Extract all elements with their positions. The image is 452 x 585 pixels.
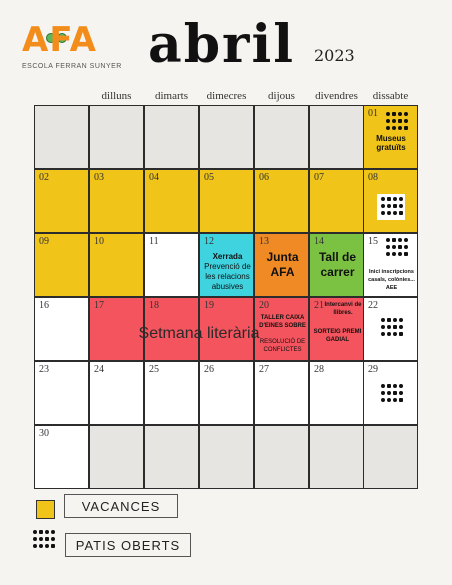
patis-dot bbox=[393, 318, 397, 322]
day-number: 10 bbox=[94, 236, 104, 247]
calendar-cell-25 bbox=[144, 361, 199, 425]
patis-dot bbox=[45, 537, 49, 541]
calendar-cell-21 bbox=[309, 297, 364, 361]
calendar-cell-empty bbox=[144, 105, 199, 169]
patis-dot bbox=[393, 384, 397, 388]
patis-dot bbox=[387, 197, 391, 201]
patis-dot bbox=[398, 245, 402, 249]
weekday-dilluns: dilluns bbox=[101, 90, 132, 102]
patis-dot bbox=[387, 398, 391, 402]
calendar-cell-empty bbox=[309, 105, 364, 169]
day-number: 26 bbox=[204, 364, 214, 375]
patis-dot bbox=[399, 325, 403, 329]
calendar-cell-16 bbox=[34, 297, 89, 361]
patis-dot bbox=[399, 391, 403, 395]
day-number: 11 bbox=[149, 236, 159, 247]
patis-dot bbox=[386, 252, 390, 256]
patis-dot bbox=[404, 112, 408, 116]
patis-dot bbox=[392, 112, 396, 116]
calendar-cell-09 bbox=[34, 233, 89, 297]
calendar-cell-23 bbox=[34, 361, 89, 425]
patis-dot bbox=[386, 119, 390, 123]
patis-dot bbox=[45, 544, 49, 548]
calendar-cell-05 bbox=[199, 169, 254, 233]
event-sorteig: SORTEIG PREMI GADIAL bbox=[313, 329, 362, 343]
calendar-cell-02 bbox=[34, 169, 89, 233]
calendar-cell-empty bbox=[199, 105, 254, 169]
patis-dot bbox=[381, 391, 385, 395]
year-label: 2023 bbox=[314, 46, 355, 65]
legend-patis-label: PATIS OBERTS bbox=[65, 533, 191, 557]
calendar-cell-22 bbox=[363, 297, 418, 361]
patis-dot bbox=[39, 537, 43, 541]
patis-dot bbox=[393, 325, 397, 329]
weekday-dimecres: dimecres bbox=[206, 90, 247, 102]
event-museus: Museus gratuïts bbox=[376, 134, 406, 152]
day-number: 15 bbox=[368, 236, 378, 247]
calendar-cell-12 bbox=[199, 233, 254, 297]
patis-dot bbox=[399, 204, 403, 208]
month-title: abril bbox=[148, 14, 295, 75]
patis-dot bbox=[33, 537, 37, 541]
patis-dot bbox=[392, 252, 396, 256]
calendar-cell-10 bbox=[89, 233, 144, 297]
patis-dot bbox=[381, 384, 385, 388]
patis-dot bbox=[39, 544, 43, 548]
school-name: ESCOLA FERRAN SUNYER bbox=[22, 63, 122, 70]
day-number: 29 bbox=[368, 364, 378, 375]
patis-dot bbox=[381, 204, 385, 208]
patis-dot bbox=[381, 325, 385, 329]
calendar-cell-03 bbox=[89, 169, 144, 233]
day-number: 24 bbox=[94, 364, 104, 375]
patis-dot bbox=[399, 384, 403, 388]
day-number: 05 bbox=[204, 172, 214, 183]
patis-dot bbox=[386, 112, 390, 116]
patis-dot bbox=[381, 197, 385, 201]
patis-dot bbox=[393, 398, 397, 402]
logo-text: AFA bbox=[22, 20, 97, 60]
event-taller-text: RESOLUCIÓ DE CONFLICTES bbox=[259, 339, 306, 353]
calendar-cell-14 bbox=[309, 233, 364, 297]
day-number: 22 bbox=[368, 300, 378, 311]
patis-oberts-icon bbox=[381, 318, 401, 338]
calendar-cell-empty bbox=[89, 425, 144, 489]
patis-dot bbox=[399, 211, 403, 215]
day-number: 20 bbox=[259, 300, 269, 311]
patis-dot bbox=[387, 384, 391, 388]
patis-dot bbox=[45, 530, 49, 534]
event-xerrada-title: Xerrada bbox=[212, 252, 243, 261]
calendar-cell-07 bbox=[309, 169, 364, 233]
patis-dot bbox=[398, 119, 402, 123]
patis-dot bbox=[387, 204, 391, 208]
calendar-cell-empty bbox=[89, 105, 144, 169]
patis-dot bbox=[393, 204, 397, 208]
patis-dot bbox=[392, 126, 396, 130]
day-number: 21 bbox=[314, 300, 324, 311]
day-number: 30 bbox=[39, 428, 49, 439]
patis-dot bbox=[381, 318, 385, 322]
patis-dot bbox=[404, 252, 408, 256]
calendar-cell-01 bbox=[363, 105, 418, 169]
calendar-cell-26 bbox=[199, 361, 254, 425]
calendar-cell-empty bbox=[199, 425, 254, 489]
weekday-divendres: divendres bbox=[315, 90, 358, 102]
day-number: 13 bbox=[259, 236, 269, 247]
patis-dot bbox=[393, 197, 397, 201]
day-number: 07 bbox=[314, 172, 324, 183]
day-number: 19 bbox=[204, 300, 214, 311]
patis-dot bbox=[387, 391, 391, 395]
patis-dot bbox=[404, 126, 408, 130]
patis-dot bbox=[399, 318, 403, 322]
event-tall-carrer: Tall de carrer bbox=[318, 250, 357, 279]
calendar-cell-empty bbox=[309, 425, 364, 489]
calendar-cell-06 bbox=[254, 169, 309, 233]
day-number: 09 bbox=[39, 236, 49, 247]
day-number: 16 bbox=[39, 300, 49, 311]
patis-dot bbox=[398, 126, 402, 130]
patis-dot bbox=[392, 245, 396, 249]
calendar-cell-08 bbox=[363, 169, 418, 233]
calendar-grid bbox=[34, 105, 418, 489]
patis-dot bbox=[381, 332, 385, 336]
patis-dot bbox=[398, 252, 402, 256]
calendar-cell-empty bbox=[254, 105, 309, 169]
patis-dot bbox=[392, 119, 396, 123]
calendar-cell-04 bbox=[144, 169, 199, 233]
patis-dot bbox=[393, 211, 397, 215]
patis-dot bbox=[387, 332, 391, 336]
day-number: 02 bbox=[39, 172, 49, 183]
event-setmana-literaria: Setmana literària bbox=[138, 325, 260, 342]
day-number: 06 bbox=[259, 172, 269, 183]
event-inscripcions: Inici inscripcions casals, colònies... AEE bbox=[368, 269, 415, 291]
day-number: 12 bbox=[204, 236, 214, 247]
patis-dot bbox=[399, 332, 403, 336]
calendar-cell-empty bbox=[34, 105, 89, 169]
calendar-cell-empty bbox=[363, 425, 418, 489]
legend-vacances-label: VACANCES bbox=[64, 494, 178, 518]
patis-oberts-badge bbox=[377, 194, 405, 220]
patis-oberts-icon bbox=[386, 238, 406, 258]
patis-dot bbox=[51, 537, 55, 541]
day-number: 01 bbox=[368, 108, 378, 119]
patis-dot bbox=[404, 119, 408, 123]
patis-dot bbox=[387, 325, 391, 329]
patis-dot bbox=[399, 197, 403, 201]
patis-oberts-icon bbox=[381, 197, 401, 217]
patis-dot bbox=[386, 238, 390, 242]
patis-dot bbox=[51, 530, 55, 534]
day-number: 04 bbox=[149, 172, 159, 183]
patis-oberts-icon bbox=[33, 530, 53, 550]
calendar-cell-27 bbox=[254, 361, 309, 425]
patis-dot bbox=[381, 211, 385, 215]
patis-dot bbox=[404, 245, 408, 249]
weekday-dijous: dijous bbox=[268, 90, 295, 102]
day-number: 28 bbox=[314, 364, 324, 375]
calendar-cell-28 bbox=[309, 361, 364, 425]
patis-dot bbox=[51, 544, 55, 548]
weekday-dimarts: dimarts bbox=[155, 90, 188, 102]
calendar-cell-empty bbox=[144, 425, 199, 489]
day-number: 27 bbox=[259, 364, 269, 375]
patis-dot bbox=[39, 530, 43, 534]
patis-dot bbox=[404, 238, 408, 242]
calendar-cell-empty bbox=[254, 425, 309, 489]
patis-dot bbox=[399, 398, 403, 402]
calendar-cell-30 bbox=[34, 425, 89, 489]
event-taller-title: TALLER CAIXA D'EINES SOBRE bbox=[259, 315, 306, 329]
day-number: 25 bbox=[149, 364, 159, 375]
day-number: 17 bbox=[94, 300, 104, 311]
calendar-cell-24 bbox=[89, 361, 144, 425]
day-number: 03 bbox=[94, 172, 104, 183]
patis-dot bbox=[393, 391, 397, 395]
day-number: 23 bbox=[39, 364, 49, 375]
patis-dot bbox=[386, 245, 390, 249]
day-number: 18 bbox=[149, 300, 159, 311]
day-number: 08 bbox=[368, 172, 378, 183]
patis-dot bbox=[387, 318, 391, 322]
patis-oberts-icon bbox=[386, 112, 406, 132]
patis-dot bbox=[393, 332, 397, 336]
patis-dot bbox=[398, 112, 402, 116]
legend-vacances-swatch bbox=[36, 500, 55, 519]
patis-oberts-icon bbox=[381, 384, 401, 404]
calendar-cell-13 bbox=[254, 233, 309, 297]
event-intercanvi: Intercanvi de llibres. bbox=[324, 302, 362, 316]
event-junta-afa: Junta AFA bbox=[266, 250, 299, 279]
patis-dot bbox=[33, 530, 37, 534]
weekday-dissabte: dissabte bbox=[372, 90, 409, 102]
patis-dot bbox=[392, 238, 396, 242]
patis-dot bbox=[387, 211, 391, 215]
calendar-cell-15 bbox=[363, 233, 418, 297]
patis-dot bbox=[386, 126, 390, 130]
calendar-cell-11 bbox=[144, 233, 199, 297]
patis-dot bbox=[398, 238, 402, 242]
patis-dot bbox=[381, 398, 385, 402]
day-number: 14 bbox=[314, 236, 324, 247]
calendar-cell-29 bbox=[363, 361, 418, 425]
event-xerrada-text: Prevenció de les relacions abusives bbox=[204, 262, 251, 291]
patis-dot bbox=[33, 544, 37, 548]
